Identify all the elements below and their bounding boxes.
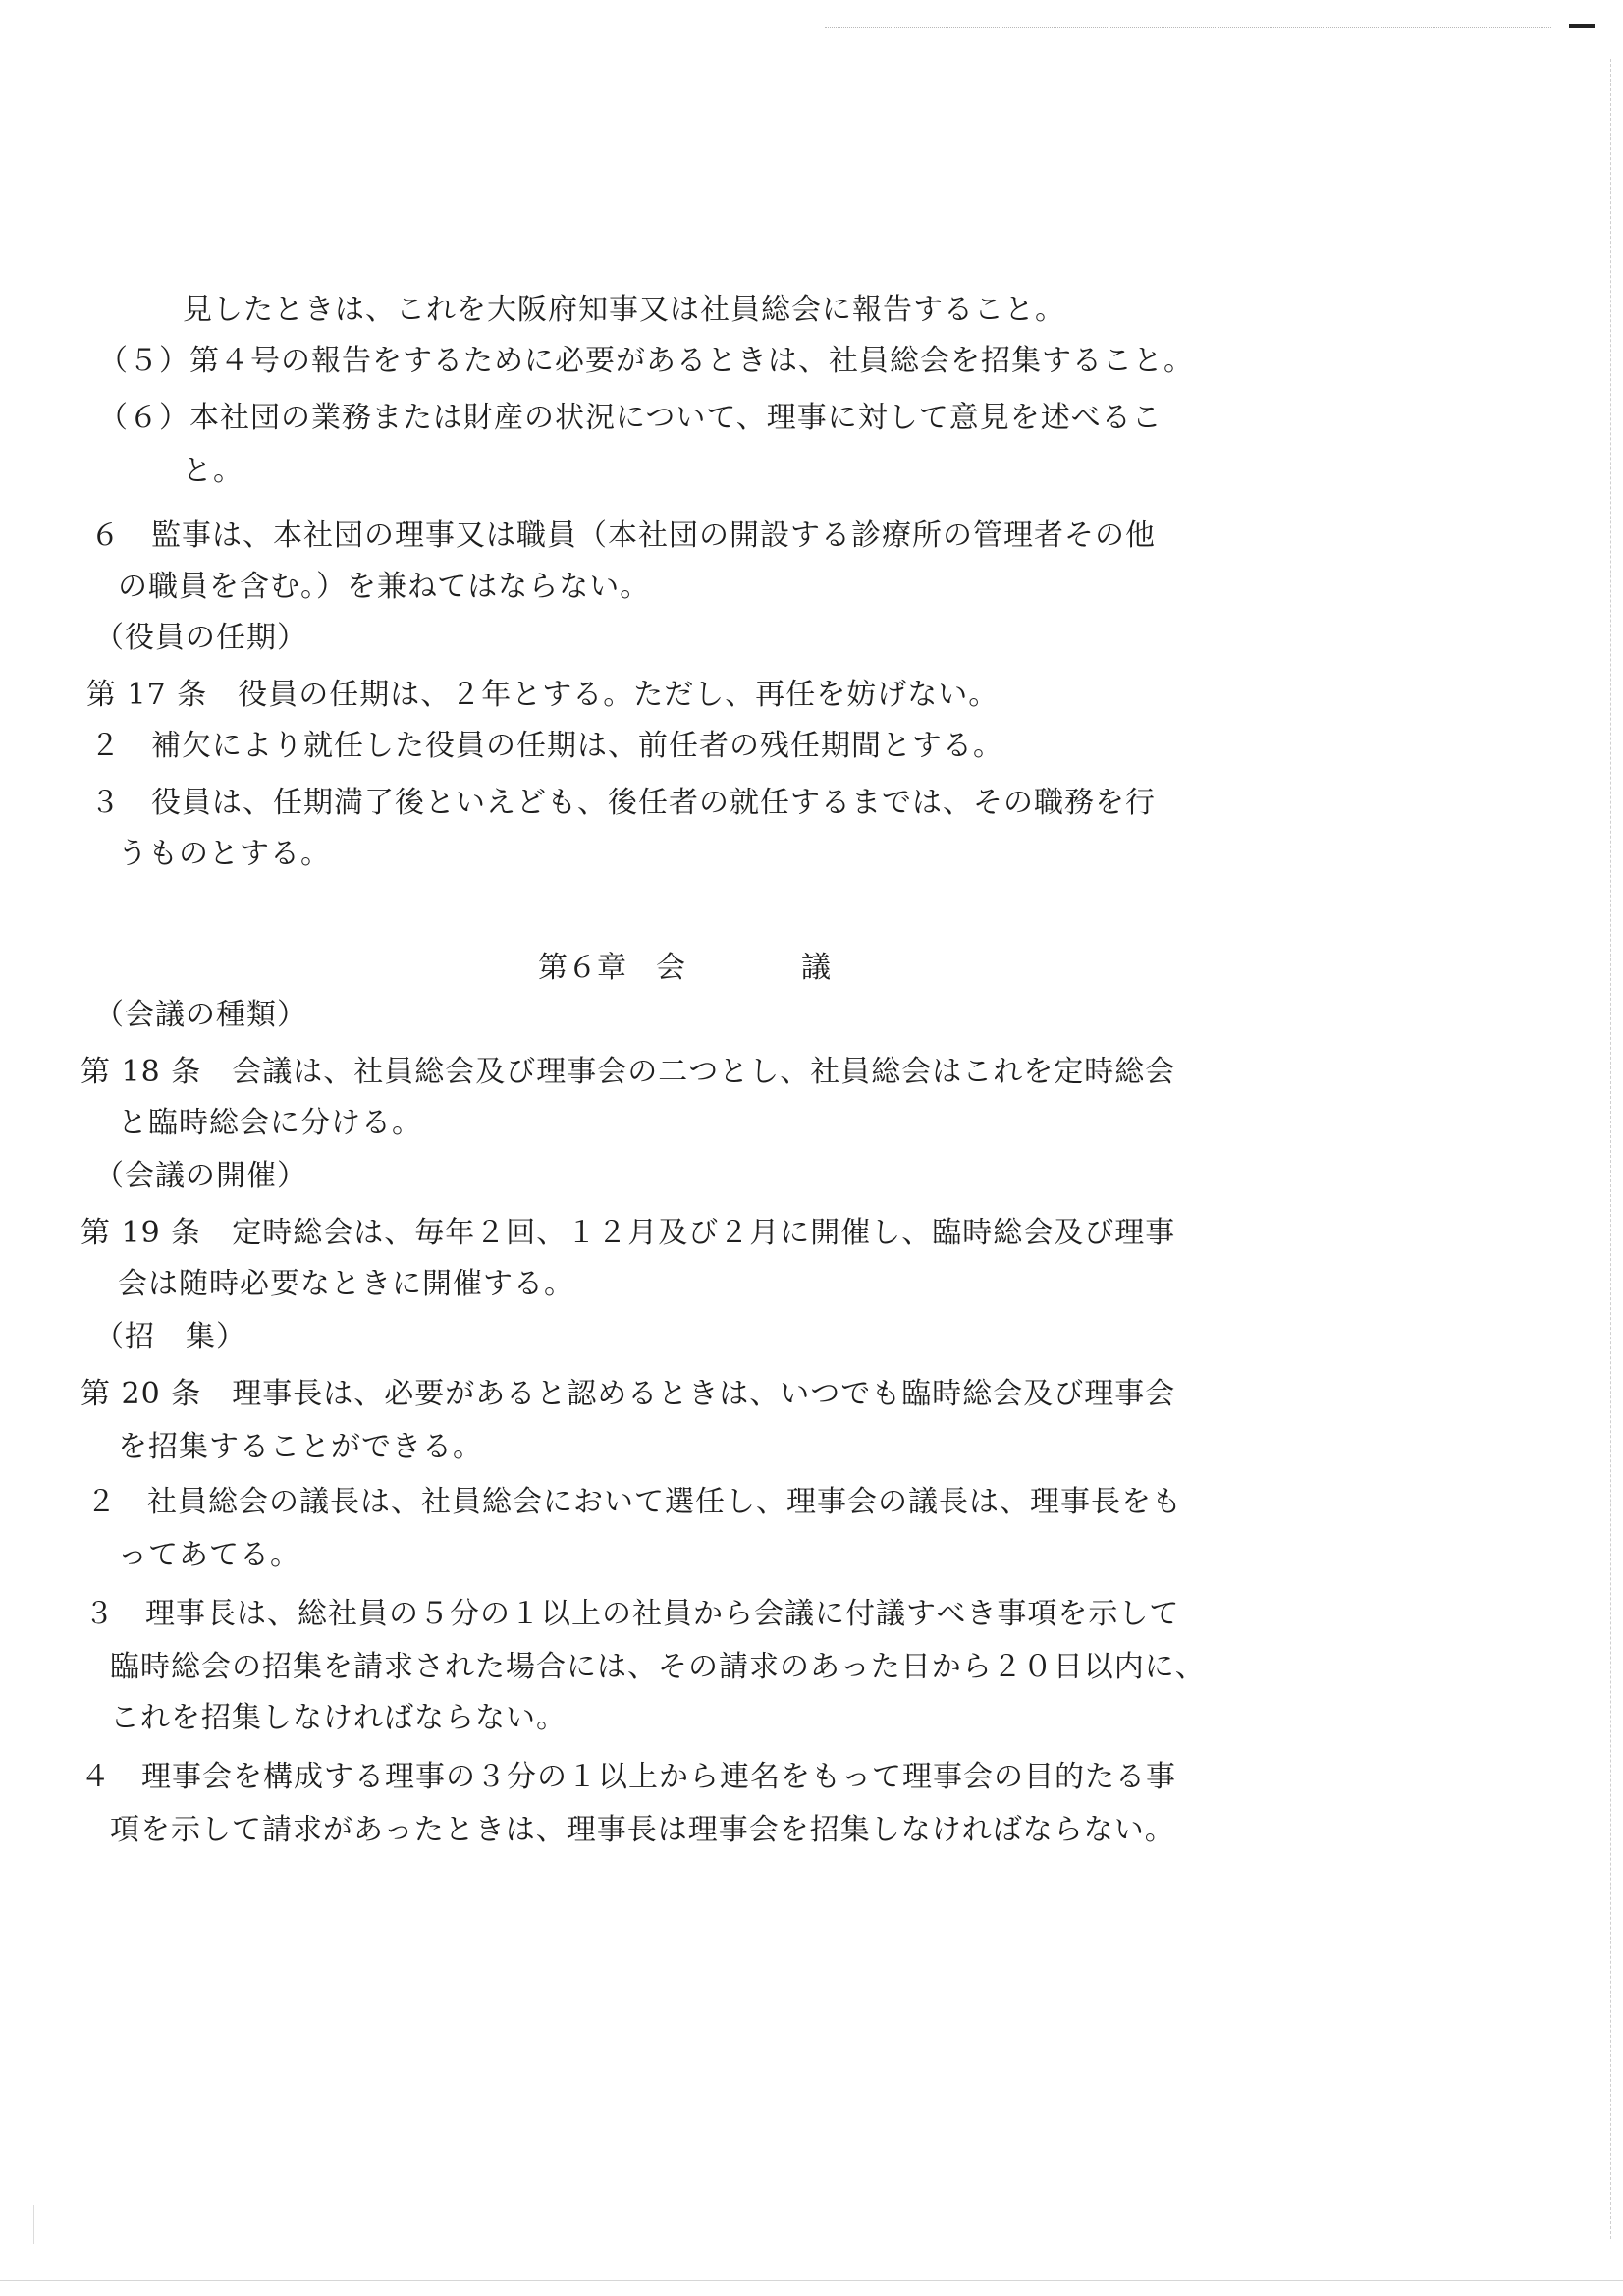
- text-line: ってあてる。: [118, 1538, 300, 1572]
- text-line: ３ 理事長は、総社員の５分の１以上の社員から会議に付議すべき事項を示して: [84, 1597, 1180, 1631]
- text-line: （５）第４号の報告をするために必要があるときは、社員総会を招集すること。: [98, 344, 1194, 378]
- text-line: の職員を含む。）を兼ねてはならない。: [118, 570, 651, 604]
- section-heading: （招 集）: [94, 1320, 246, 1354]
- text-line: うものとする。: [118, 837, 331, 871]
- text-line: これを招集しなければならない。: [110, 1701, 567, 1735]
- article-line: 第 18 条 会議は、社員総会及び理事会の二つとし、社員総会はこれを定時総会: [81, 1055, 1176, 1089]
- text-line: 臨時総会の招集を請求された場合には、その請求のあった日から２０日以内に、: [110, 1650, 1206, 1684]
- chapter-word-2: 議: [801, 951, 831, 985]
- scan-left-tick: [33, 2205, 34, 2244]
- chapter-word-1: 会: [656, 951, 685, 985]
- text-line: ３ 役員は、任期満了後といえども、後任者の就任するまでは、その職務を行: [90, 786, 1156, 820]
- scan-border-right: [1610, 59, 1611, 2239]
- chapter-number: 第６章: [538, 951, 626, 985]
- article-line: 第 20 条 理事長は、必要があると認めるときは、いつでも臨時総会及び理事会: [81, 1377, 1176, 1411]
- text-line: ６ 監事は、本社団の理事又は職員（本社団の開設する診療所の管理者その他: [90, 519, 1156, 553]
- text-line: 項を示して請求があったときは、理事長は理事会を招集しなければならない。: [110, 1813, 1175, 1847]
- article-line: 第 19 条 定時総会は、毎年２回、１２月及び２月に開催し、臨時総会及び理事: [81, 1216, 1176, 1250]
- section-heading: （役員の任期）: [94, 621, 307, 655]
- scan-corner-mark: [1569, 24, 1595, 28]
- scan-border-top: [825, 27, 1551, 28]
- article-line: 第 17 条 役員の任期は、２年とする。ただし、再任を妨げない。: [86, 678, 1000, 712]
- text-line: （６）本社団の業務または財産の状況について、理事に対して意見を述べるこ: [98, 401, 1163, 435]
- scan-border-bottom: [0, 2280, 1623, 2281]
- text-line: ４ 理事会を構成する理事の３分の１以上から連名をもって理事会の目的たる事: [81, 1760, 1176, 1794]
- chapter-title: [538, 951, 831, 986]
- text-line: 見したときは、これを大阪府知事又は社員総会に報告すること。: [183, 293, 1065, 327]
- text-line: と。: [183, 454, 243, 488]
- text-line: と臨時総会に分ける。: [118, 1106, 422, 1140]
- text-line: ２ 補欠により就任した役員の任期は、前任者の残任期間とする。: [90, 729, 1003, 763]
- section-heading: （会議の種類）: [94, 998, 307, 1032]
- text-line: 会は随時必要なときに開催する。: [118, 1267, 574, 1301]
- text-line: ２ 社員総会の議長は、社員総会において選任し、理事会の議長は、理事長をも: [86, 1485, 1182, 1519]
- text-line: を招集することができる。: [118, 1430, 483, 1464]
- section-heading: （会議の開催）: [94, 1159, 307, 1193]
